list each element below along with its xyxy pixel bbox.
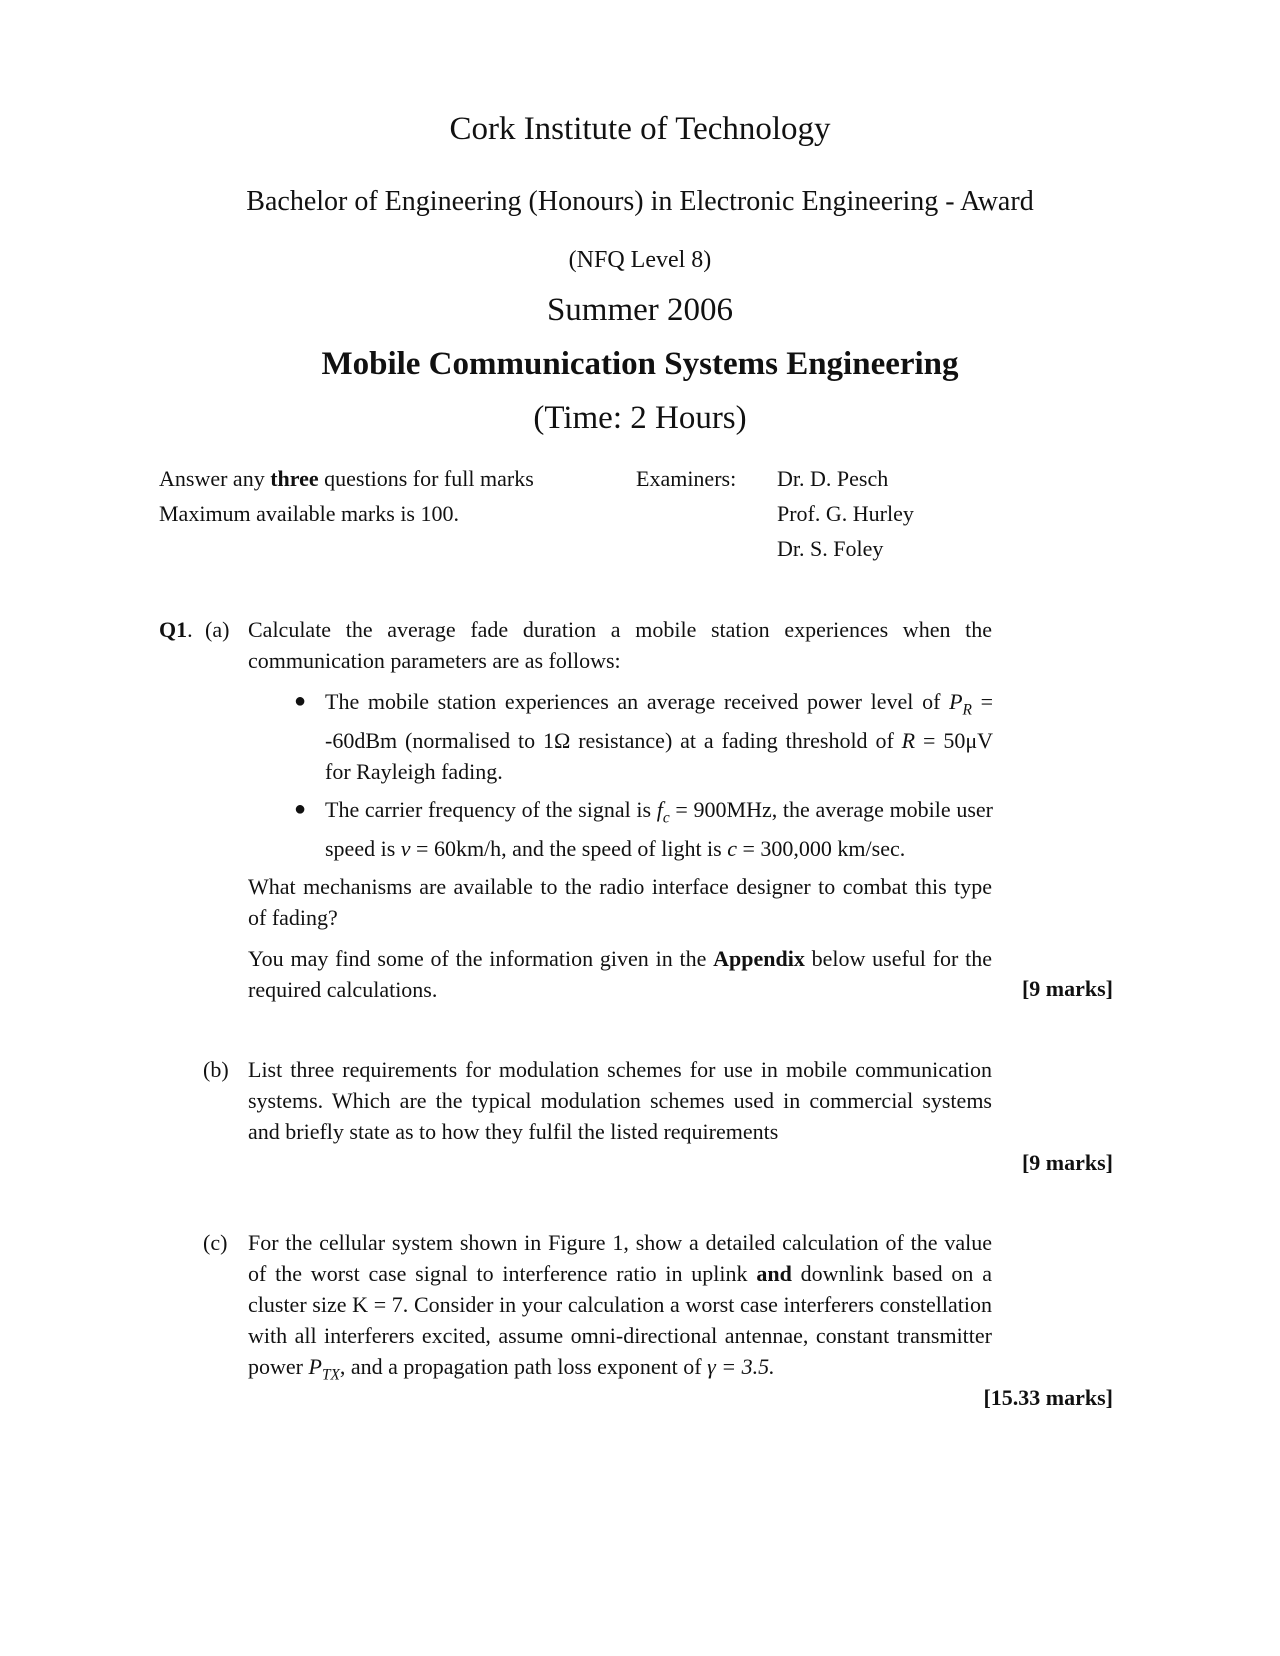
part-a-mechanisms: What mechanisms are available to the radio interface designer to combat this type of fading? <box>248 874 992 930</box>
examiner-name: Prof. G. Hurley <box>777 501 914 526</box>
part-b-label: (b) <box>203 1057 229 1082</box>
bullet-carrier-frequency: The carrier frequency of the signal is $f_c = 900MHz$, the average mobile user speed is v = 60km/h, and the speed of light is c = 300,000 km/sec. <box>325 797 994 862</box>
part-a-appendix-note: You may find some of the information given in the Appendix below useful for the required calculations. <box>248 946 993 1002</box>
part-a-marks: [9 marks] <box>1021 976 1113 1001</box>
instruction-answer: Answer any three questions for full marks <box>159 466 534 491</box>
nfq-level: (NFQ Level 8) <box>568 247 712 273</box>
part-b-marks: [9 marks] <box>1021 1150 1113 1175</box>
part-b-text: List three requirements for modulation schemes for use in mobile communication systems. Which are the typical modulation schemes used in commercial systems and briefly state as to how they fulfil the listed requirements <box>248 1057 992 1144</box>
examiner-name: Dr. S. Foley <box>777 536 884 561</box>
question-number: Q1. <box>159 617 193 642</box>
examiner-name: Dr. D. Pesch <box>777 466 889 491</box>
examiners-label: Examiners: <box>636 466 737 491</box>
bullet-icon: ● <box>294 798 307 820</box>
part-a-intro: Calculate the average fade duration a mobile station experiences when the communication parameters are as follows: <box>248 617 992 673</box>
institution-title: Cork Institute of Technology <box>449 111 831 147</box>
part-c-label: (c) <box>203 1230 228 1255</box>
bullet-icon: ● <box>294 690 307 712</box>
exam-session: Summer 2006 <box>546 292 734 328</box>
subject-title: Mobile Communication Systems Engineering <box>321 346 959 382</box>
exam-duration: (Time: 2 Hours) <box>533 400 747 436</box>
part-c-marks: [15.33 marks] <box>983 1385 1113 1410</box>
bullet-received-power: The mobile station experiences an average received power level of $P_R = -60dBm$ (normalised to 1Ω resistance) at a fading threshold of R = 50μV for Rayleigh fading. <box>325 689 993 785</box>
instruction-max-marks: Maximum available marks is 100. <box>159 501 459 526</box>
part-c-text: For the cellular system shown in Figure 1, show a detailed calculation of the value of the worst case signal to interference ratio in uplink and downlink based on a cluster size K = 7. Consider in your calculation a worst case interferers constellation with all interferers excited, assume omni-directional antennae, constant transmitter power $P_{TX}$, and a propagation path loss exponent of γ = 3.5. <box>248 1230 992 1384</box>
part-a-label: (a) <box>205 617 230 642</box>
programme-title: Bachelor of Engineering (Honours) in Electronic Engineering - Award <box>246 186 1034 217</box>
